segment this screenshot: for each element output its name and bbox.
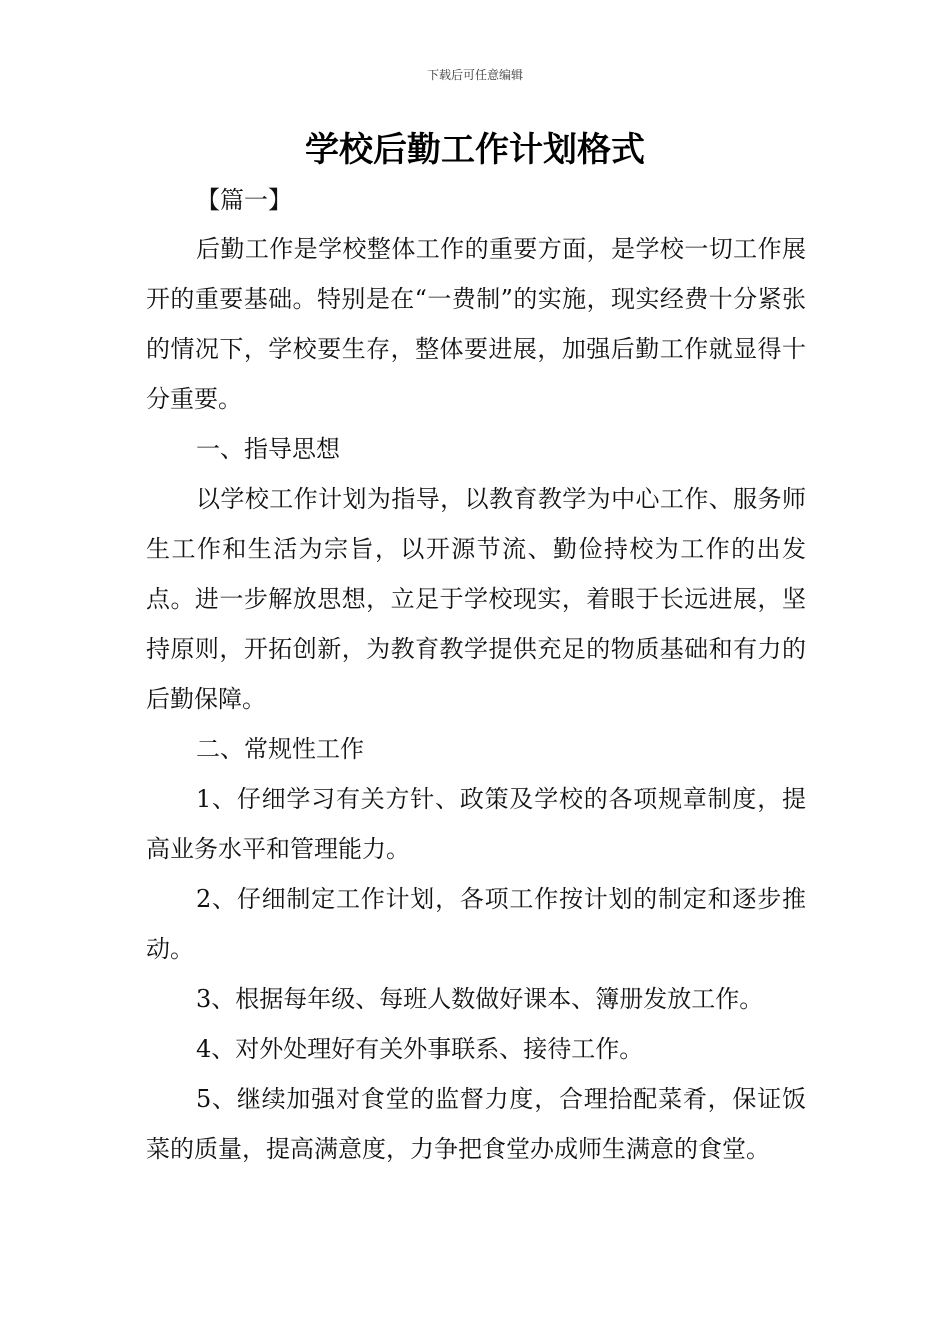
paragraph-intro: 后勤工作是学校整体工作的重要方面，是学校一切工作展开的重要基础。特别是在“一费制”的实施，现实经费十分紧张的情况下，学校要生存，整体要进展，加强后勤工作就显得十分重要。 — [146, 235, 806, 413]
list-item-4: 4、对外处理好有关外事联系、接待工作。 — [196, 1035, 644, 1063]
page-title: 学校后勤工作计划格式 — [305, 130, 645, 170]
list-item-5: 5、继续加强对食堂的监督力度，合理拾配菜肴，保证饭菜的质量，提高满意度，力争把食堂办成师生满意的食堂。 — [146, 1085, 806, 1163]
document-body — [146, 224, 806, 1174]
header-note: 下载后可任意编辑 — [426, 68, 523, 82]
heading-guiding-thought: 一、指导思想 — [196, 435, 340, 463]
list-item-3: 3、根据每年级、每班人数做好课本、簿册发放工作。 — [196, 985, 764, 1013]
heading-routine-work: 二、常规性工作 — [196, 735, 364, 763]
list-item-2: 2、仔细制定工作计划，各项工作按计划的制定和逐步推动。 — [146, 885, 806, 963]
paragraph-guiding-thought: 以学校工作计划为指导，以教育教学为中心工作、服务师生工作和生活为宗旨，以开源节流、勤俭持校为工作的出发点。进一步解放思想，立足于学校现实，着眼于长远进展，坚持原则，开拓创新，为教育教学提供充足的物质基础和有力的后勤保障。 — [146, 485, 806, 713]
section-label: 【篇一】 — [196, 186, 292, 214]
list-item-1: 1、仔细学习有关方针、政策及学校的各项规章制度，提高业务水平和管理能力。 — [146, 785, 806, 863]
